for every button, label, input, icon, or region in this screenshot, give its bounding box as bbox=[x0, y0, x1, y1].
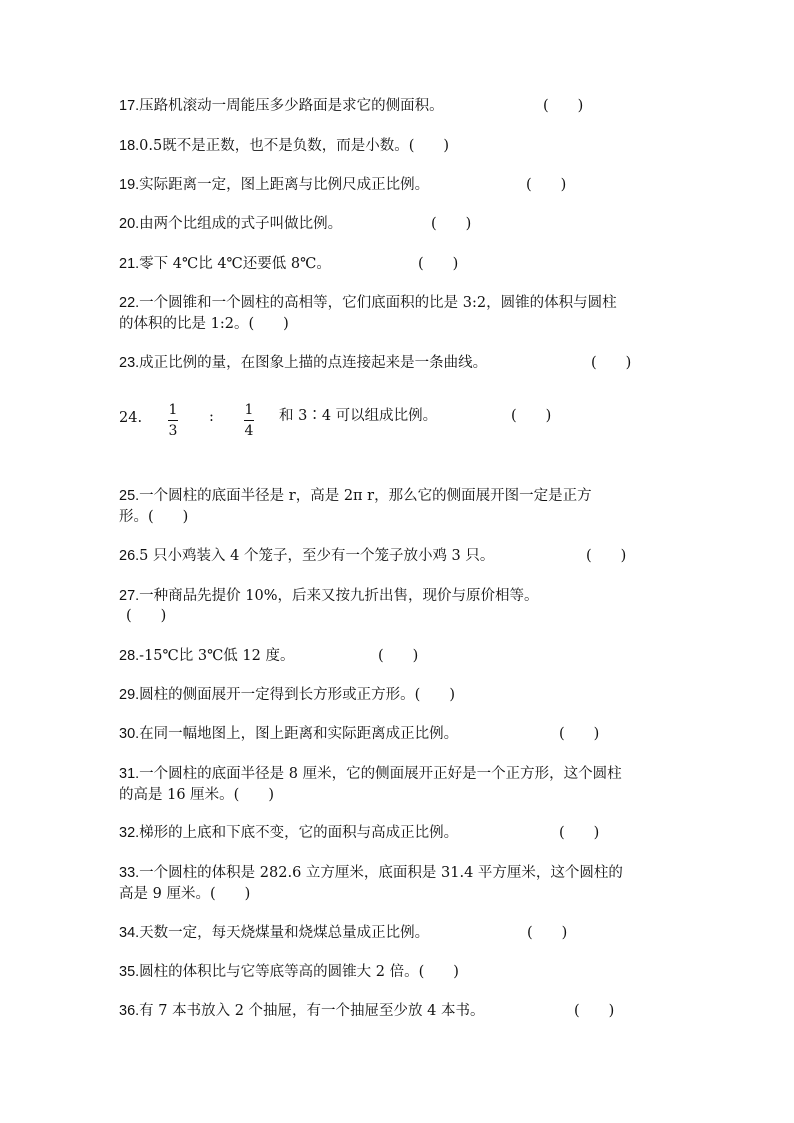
fraction-one-quarter bbox=[244, 402, 254, 439]
ratio-colon: : bbox=[209, 409, 214, 425]
answer-blank[interactable]: ( ) bbox=[574, 1003, 615, 1019]
answer-blank[interactable]: ( ) bbox=[559, 825, 600, 841]
question-text: 一个圆柱的底面半径是 8 厘米，它的侧面展开正好是一个正方形，这个圆柱 bbox=[139, 766, 622, 782]
answer-blank[interactable]: ( ) bbox=[418, 256, 459, 272]
question-22-line2 bbox=[119, 313, 679, 335]
question-text: 圆柱的体积比与它等底等高的圆锥大 2 倍。( ) bbox=[139, 964, 459, 980]
answer-blank[interactable]: ( ) bbox=[526, 177, 567, 193]
answer-blank[interactable]: ( ) bbox=[511, 408, 552, 424]
question-number: 30. bbox=[119, 726, 140, 742]
question-text: 一个圆锥和一个圆柱的高相等，它们底面积的比是 3:2，圆锥的体积与圆柱 bbox=[139, 295, 617, 311]
question-number: 17. bbox=[119, 98, 140, 114]
question-18 bbox=[119, 135, 679, 157]
fraction-denominator: 3 bbox=[168, 423, 178, 439]
question-text: 由两个比组成的式子叫做比例。 bbox=[139, 216, 343, 232]
question-number: 35. bbox=[119, 964, 140, 980]
question-number: 18. bbox=[119, 138, 140, 154]
question-number: 19. bbox=[119, 177, 140, 193]
question-text: 有 7 本书放入 2 个抽屉，有一个抽屉至少放 4 本书。 bbox=[139, 1003, 485, 1019]
question-31-line2 bbox=[119, 784, 679, 806]
question-number: 32. bbox=[119, 825, 140, 841]
question-text: 压路机滚动一周能压多少路面是求它的侧面积。 bbox=[139, 98, 444, 114]
question-number: 22. bbox=[119, 295, 140, 311]
fraction-bar bbox=[168, 420, 178, 421]
answer-blank[interactable]: ( ) bbox=[378, 648, 419, 664]
question-number: 28. bbox=[119, 648, 140, 664]
question-number: 36. bbox=[119, 1003, 140, 1019]
question-text: 天数一定，每天烧煤量和烧煤总量成正比例。 bbox=[139, 925, 430, 941]
question-text: 一个圆柱的底面半径是 r，高是 2π r，那么它的侧面展开图一定是正方 bbox=[139, 488, 592, 504]
question-29 bbox=[119, 684, 679, 706]
question-text: 梯形的上底和下底不变，它的面积与高成正比例。 bbox=[139, 825, 459, 841]
fraction-one-third bbox=[168, 402, 178, 439]
question-text: 实际距离一定，图上距离与比例尺成正比例。 bbox=[139, 177, 430, 193]
question-33 bbox=[119, 862, 679, 884]
answer-blank[interactable]: ( ) bbox=[591, 355, 632, 371]
question-text-continued: 高是 9 厘米。( ) bbox=[119, 886, 251, 902]
answer-blank[interactable]: ( ) bbox=[559, 726, 600, 742]
question-text: 在同一幅地图上，图上距离和实际距离成正比例。 bbox=[139, 726, 459, 742]
fraction-denominator: 4 bbox=[244, 423, 254, 439]
question-35 bbox=[119, 961, 679, 983]
question-22 bbox=[119, 292, 679, 314]
question-31 bbox=[119, 763, 679, 785]
fraction-bar bbox=[244, 420, 254, 421]
question-text: 零下 4℃比 4℃还要低 8℃。 bbox=[139, 256, 331, 272]
question-number: 27. bbox=[119, 588, 140, 604]
question-33-line2 bbox=[119, 883, 679, 905]
answer-blank[interactable]: ( ) bbox=[126, 608, 167, 624]
answer-blank[interactable]: ( ) bbox=[586, 548, 627, 564]
question-number: 21. bbox=[119, 256, 140, 272]
answer-blank[interactable]: ( ) bbox=[431, 216, 472, 232]
question-24-number: 24. bbox=[119, 410, 143, 426]
question-text: 0.5既不是正数，也不是负数，而是小数。( ) bbox=[139, 138, 450, 154]
question-text: 圆柱的侧面展开一定得到长方形或正方形。( ) bbox=[139, 687, 455, 703]
question-27-line2 bbox=[126, 605, 686, 627]
question-number: 34. bbox=[119, 925, 140, 941]
question-text-continued: 形。( ) bbox=[119, 509, 189, 525]
question-text: -15℃比 3℃低 12 度。 bbox=[139, 648, 295, 664]
question-text: 和 3∶4 可以组成比例。 bbox=[279, 408, 438, 424]
question-number: 26. bbox=[119, 548, 140, 564]
question-27 bbox=[119, 585, 679, 607]
question-20 bbox=[119, 213, 679, 235]
question-17 bbox=[119, 95, 679, 117]
question-number: 31. bbox=[119, 766, 140, 782]
question-text: 5 只小鸡装入 4 个笼子，至少有一个笼子放小鸡 3 只。 bbox=[139, 548, 495, 564]
question-21 bbox=[119, 253, 679, 275]
question-25-line2 bbox=[119, 506, 679, 528]
answer-blank[interactable]: ( ) bbox=[543, 98, 584, 114]
question-text-continued: 的体积的比是 1:2。( ) bbox=[119, 316, 289, 332]
fraction-numerator: 1 bbox=[168, 402, 178, 418]
question-34 bbox=[119, 922, 679, 944]
question-number: 20. bbox=[119, 216, 140, 232]
question-text: 成正比例的量，在图象上描的点连接起来是一条曲线。 bbox=[139, 355, 488, 371]
question-text: 一种商品先提价 10%，后来又按九折出售，现价与原价相等。 bbox=[139, 588, 539, 604]
question-number: 23. bbox=[119, 355, 140, 371]
question-text: 一个圆柱的体积是 282.6 立方厘米，底面积是 31.4 平方厘米，这个圆柱的 bbox=[139, 865, 623, 881]
question-19 bbox=[119, 174, 679, 196]
question-25 bbox=[119, 485, 679, 507]
question-text-continued: 的高是 16 厘米。( ) bbox=[119, 787, 274, 803]
question-number: 33. bbox=[119, 865, 140, 881]
answer-blank[interactable]: ( ) bbox=[527, 925, 568, 941]
fraction-numerator: 1 bbox=[244, 402, 254, 418]
question-number: 25. bbox=[119, 488, 140, 504]
question-number: 29. bbox=[119, 687, 140, 703]
